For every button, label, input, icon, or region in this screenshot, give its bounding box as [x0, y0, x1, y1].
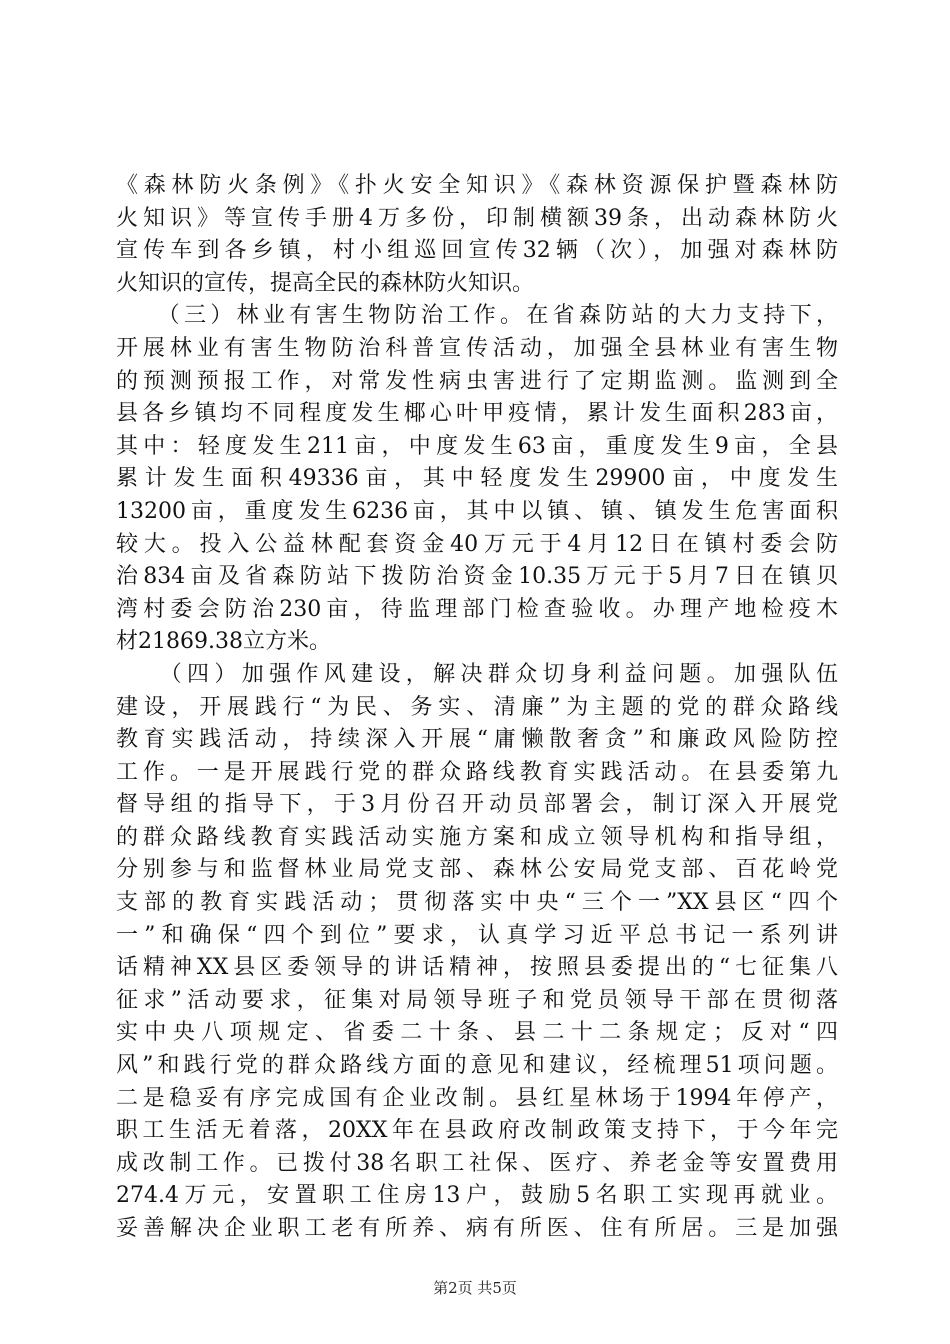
document-body — [116, 170, 838, 1246]
text-line: 职工生活无着落，20XX年在县政府改制政策支持下，于今年完 — [116, 1118, 838, 1144]
text-line: 火知识》等宣传手册4万多份，印制横额39条，出动森林防火 — [116, 205, 838, 231]
text-line: 建设，开展践行“为民、务实、清廉”为主题的党的群众路线 — [116, 694, 838, 720]
text-line: 工作。一是开展践行党的群众路线教育实践活动。在县委第九 — [116, 759, 838, 785]
text-line: 二是稳妥有序完成国有企业改制。县红星林场于1994年停产， — [116, 1085, 838, 1111]
text-line: 实中央八项规定、省委二十条、县二十二条规定；反对“四 — [116, 1020, 838, 1046]
text-line: 督导组的指导下，于3月份召开动员部署会，制订深入开展党 — [116, 792, 838, 818]
text-line: 的预测预报工作，对常发性病虫害进行了定期监测。监测到全 — [116, 368, 838, 394]
text-line: 征求”活动要求，征集对局领导班子和党员领导干部在贯彻落 — [116, 987, 838, 1013]
text-line: 成改制工作。已拨付38名职工社保、医疗、养老金等安置费用 — [116, 1150, 838, 1176]
text-line: 累计发生面积49336亩，其中轻度发生29900亩，中度发生 — [116, 466, 838, 492]
text-line: 火知识的宣传，提高全民的森林防火知识。 — [116, 270, 535, 296]
text-line: 《森林防火条例》《扑火安全知识》《森林资源保护暨森林防 — [116, 173, 838, 198]
text-line: 一”和确保“四个到位”要求，认真学习近平总书记一系列讲 — [116, 922, 838, 948]
text-line: 其中：轻度发生211亩，中度发生63亩，重度发生9亩，全县 — [116, 433, 838, 459]
text-line: 较大。投入公益林配套资金40万元于4月12日在镇村委会防 — [116, 531, 838, 557]
text-line: 分别参与和监督林业局党支部、森林公安局党支部、百花岭党 — [116, 857, 838, 883]
text-line: 宣传车到各乡镇，村小组巡回宣传32辆（次），加强对森林防 — [116, 238, 838, 264]
text-line: 开展林业有害生物防治科普宣传活动，加强全县林业有害生物 — [116, 335, 838, 361]
text-line: 妥善解决企业职工老有所养、病有所医、住有所居。三是加强 — [116, 1216, 838, 1241]
text-line: 的群众路线教育实践活动实施方案和成立领导机构和指导组， — [116, 824, 838, 850]
text-line: 风”和践行党的群众路线方面的意见和建议，经梳理51项问题。 — [116, 1053, 838, 1079]
text-line: 治834亩及省森防站下拨防治资金10.35万元于5月7日在镇贝 — [116, 564, 838, 590]
text-line: （三）林业有害生物防治工作。在省森防站的大力支持下， — [116, 303, 838, 329]
text-line: 县各乡镇均不同程度发生椰心叶甲疫情，累计发生面积283亩， — [116, 401, 838, 427]
text-line: 湾村委会防治230亩，待监理部门检查验收。办理产地检疫木 — [116, 596, 838, 622]
text-line: 教育实践活动，持续深入开展“庸懒散奢贪”和廉政风险防控 — [116, 727, 838, 753]
text-line: 话精神XX县区委领导的讲话精神，按照县委提出的“七征集八 — [116, 955, 838, 981]
page-footer: 第2页 共5页 — [433, 1279, 517, 1297]
text-line: （四）加强作风建设，解决群众切身利益问题。加强队伍 — [116, 661, 838, 687]
text-line: 13200亩，重度发生6236亩，其中以镇、镇、镇发生危害面积 — [116, 498, 838, 524]
text-line: 材21869.38立方米。 — [116, 629, 331, 655]
text-line: 支部的教育实践活动；贯彻落实中央“三个一”XX县区“四个 — [116, 890, 838, 916]
text-line: 274.4万元，安置职工住房13户，鼓励5名职工实现再就业。 — [116, 1183, 838, 1209]
